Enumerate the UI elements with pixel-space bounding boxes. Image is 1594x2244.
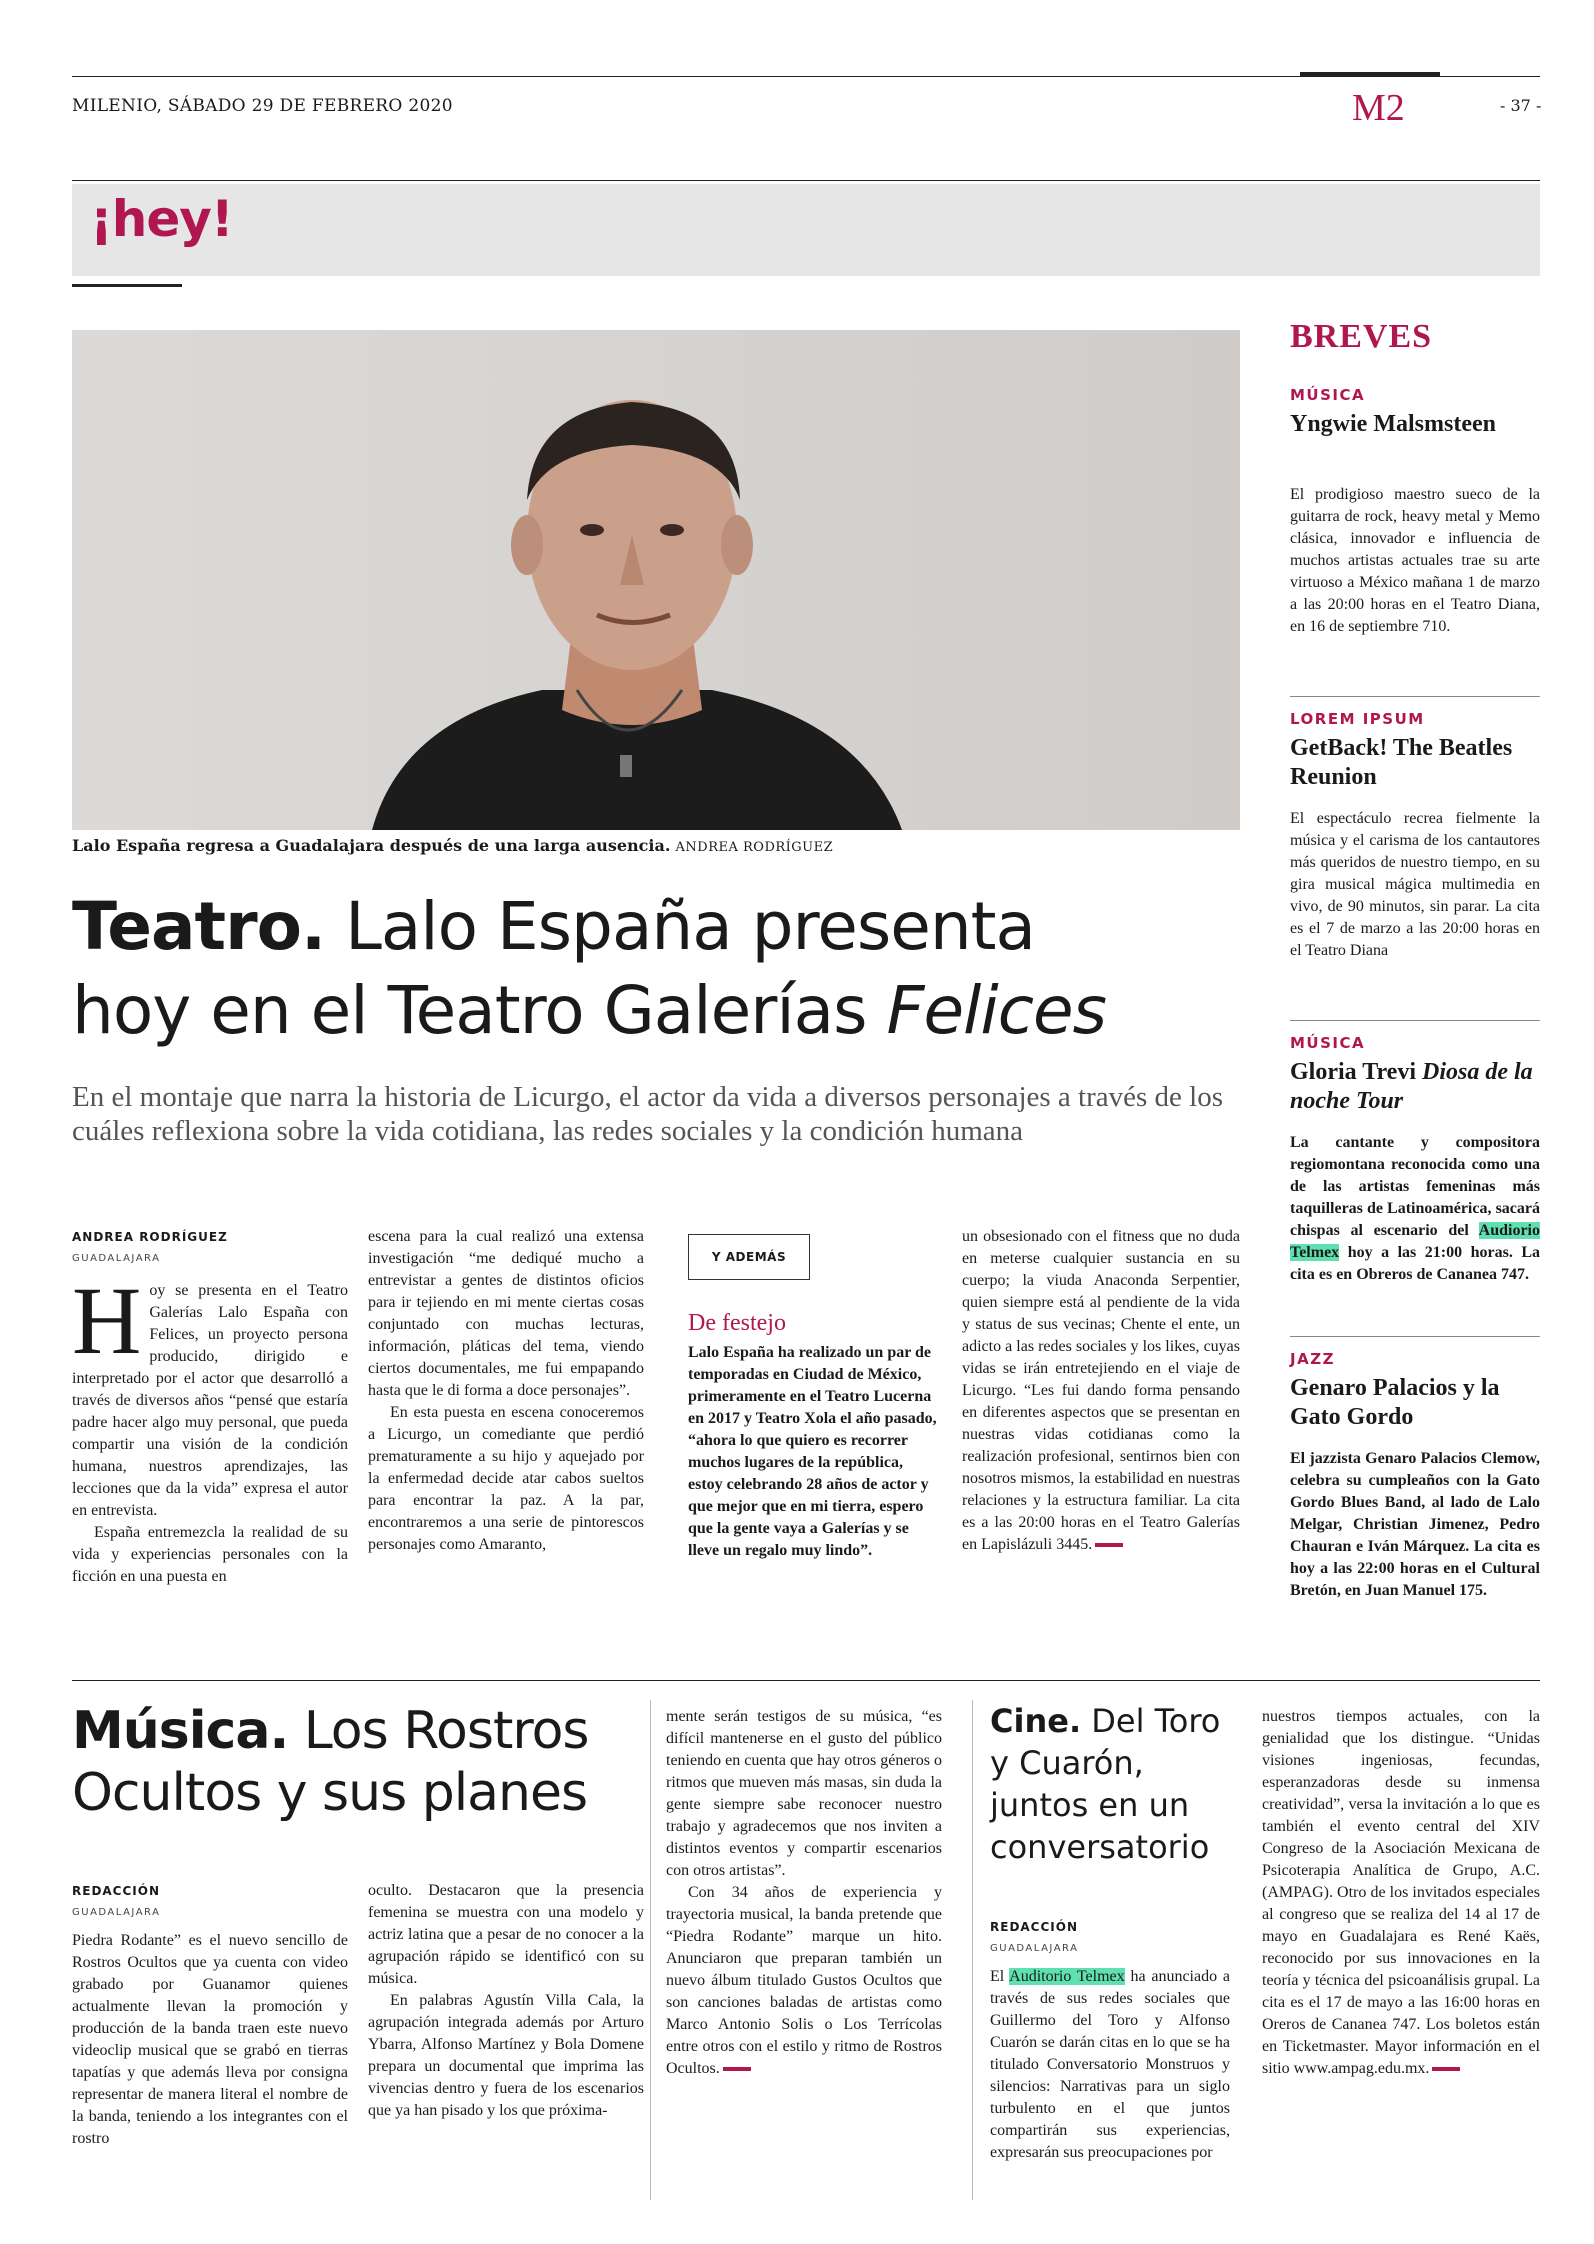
- breve-3-body: [1290, 1132, 1540, 1286]
- breve-2-title: GetBack! The Beatles Reunion: [1290, 735, 1513, 790]
- breve-3-body-b: hoy a las 21:00 horas. La cita es en Obreros de Cananea 747.: [1290, 1244, 1541, 1283]
- breves-title: BREVES: [1290, 318, 1433, 355]
- breve-2-category: LOREM IPSUM: [1290, 710, 1425, 728]
- cine-col-1: [990, 1916, 1230, 2164]
- main-byline: ANDREA RODRÍGUEZ: [72, 1230, 228, 1244]
- cine-byline: REDACCIÓN: [990, 1920, 1079, 1934]
- main-location: GUADALAJARA: [72, 1253, 161, 1264]
- photo-caption-text: Lalo España regresa a Guadalajara después de una larga ausencia.: [72, 836, 671, 855]
- musica-col-1-text: Piedra Rodante” es el nuevo sencillo de Rostros Ocultos que ya cuenta con video grabado por Guanamor quienes actualmente llevan la promoción y producción de la banda traen este nuevo videoclip musical que se grabó en tierras tapatías y que además lleva por consigna representar de manera literal el nombre de la banda, teniendo a los integrantes con el rostro: [72, 1932, 348, 2147]
- musica-headline: [72, 1700, 632, 1824]
- headline-line-1: Lalo España presenta: [345, 888, 1035, 965]
- breve-rule-1: [1290, 696, 1540, 697]
- breve-1-body: El prodigioso maestro sueco de la guitarra de rock, heavy metal y Memo clásica, innovador e influencia de muchos artistas actuales trae su arte virtuoso a México mañana 1 de marzo a las 20:00 horas en el Teatro Diana, en 16 de septiembre 710.: [1290, 486, 1540, 635]
- header-rule: [72, 180, 1540, 181]
- main-col-4-p1: un obsesionado con el fitness que no duda en meterse cualquier sustancia en su cuerpo; la viuda Anaconda Serpentier, quien siempre está al pendiente de la vida y status de sus vecinas; Chente el ente, un adicto a las redes sociales y los likes, cuyas vidas se irán entretejiendo en el viaje de Licurgo. “Les fui dando forma pensando en diferentes aspectos que se presentan en nuestras vidas cotidianas como la realización profesional, sentirnos bien con nosotros mismos, la estabilidad en nuestras relaciones y la estructura familiar. La cita es a las 20:00 horas en el Teatro Galerías en Lapislázuli 3445.: [962, 1228, 1240, 1553]
- musica-col-2: [368, 1880, 644, 2122]
- cine-col-2: [1262, 1706, 1540, 2080]
- breve-3-title-text: Gloria Trevi: [1290, 1059, 1416, 1085]
- breve-1-title: Yngwie Malsmsteen: [1290, 411, 1496, 437]
- section-band: [72, 184, 1540, 276]
- musica-col-2-p1: oculto. Destacaron que la presencia femenina se muestra con una modelo y actriz latina que a pesar de no conocer a la agrupación rápido se identificó con su música.: [368, 1882, 644, 1987]
- breve-3-body-a: La cantante y compositora regiomontana reconocida como una de las artistas femeninas más taquilleras de Latinoamérica, sacará chispas al escenario del: [1290, 1134, 1540, 1239]
- main-col-1-p1: oy se presenta en el Teatro Galerías Lalo España con Felices, un proyecto persona producido, dirigido e interpretado por el actor que desarrolló a través de diversos años “pensé que estaría padre hacer algo muy personal, que pueda compartir una visión de la condición humana, nuestros aprendizajes, las lecciones que da la vida” expresa el autor en entrevista.: [72, 1282, 348, 1519]
- breve-rule-2: [1290, 1020, 1540, 1021]
- headline-italic: Felices: [886, 972, 1107, 1049]
- col-divider-a: [650, 1700, 651, 2200]
- breve-1-category: MÚSICA: [1290, 386, 1366, 404]
- cine-headline: [990, 1700, 1230, 1868]
- top-rule-thick: [1300, 72, 1440, 77]
- main-headline: [72, 885, 1232, 1053]
- main-col-2: [368, 1226, 644, 1556]
- festejo-title: De festejo: [688, 1310, 786, 1336]
- drop-cap: H: [72, 1267, 142, 1374]
- musica-location: GUADALAJARA: [72, 1907, 161, 1918]
- musica-col-3-p1: mente serán testigos de su música, “es difícil mantenerse en el gusto del público teniendo en cuenta que hay otros géneros o ritmos que mueven más masas, sin duda la gente siempre sabe reconocer nuestro trabajo y agradecemos que nos inviten a distintos eventos y compartir escenarios con otros artistas”.: [666, 1708, 942, 1879]
- breve-3-highlight: Audiorio Telmex: [1290, 1222, 1540, 1261]
- newspaper-dateline: MILENIO, SÁBADO 29 DE FEBRERO 2020: [72, 96, 453, 116]
- musica-byline: REDACCIÓN: [72, 1884, 161, 1898]
- festejo-body: Lalo España ha realizado un par de temporadas en Ciudad de México, primeramente en el Teatro Lucerna en 2017 y Teatro Xola el año pasado, “ahora lo que quiero es recorrer muchos lugares de la república, estoy celebrando 28 años de actor y que mejor que en mi tierra, espero que la gente vaya a Galerías y se lleve un regalo muy lindo”.: [688, 1344, 937, 1559]
- cine-col-1-b: ha anunciado a través de sus redes sociales que Guillermo del Toro y Alfonso Cuarón se darán citas en lo que se ha titulado Conversatorio Monstruos y silencios: Narrativas para un siglo turbulento en el que juntos compartirán sus experiencias, expresarán sus preocupaciones por: [990, 1968, 1230, 2161]
- cine-col-1-a: El: [990, 1968, 1005, 1985]
- photo-credit: ANDREA RODRÍGUEZ: [675, 840, 834, 855]
- section-label: M2: [1352, 87, 1405, 129]
- breve-4-title: Genaro Palacios y la Gato Gordo: [1290, 1375, 1500, 1430]
- headline-kicker: Teatro.: [72, 888, 326, 965]
- cine-kicker: Cine.: [990, 1702, 1082, 1740]
- musica-col-1: [72, 1880, 348, 2150]
- main-col-2-p1: escena para la cual realizó una extensa investigación “me dediqué mucho a entrevistar a gentes de distintos oficios para ir tejiendo en mi mente ciertas cosas conjuntado con muchas lecturas, información, pláticas del tema, viendo ciertos documentales, me fui empapando hasta que le di forma a doce personajes”.: [368, 1228, 644, 1399]
- breve-2-body: El espectáculo recrea fielmente la música y el carisma de los cantautores más queridos de nuestro tiempo, en su gira musical mágica multimedia en vivo, de 90 minutos, sin parar. La cita es el 7 de marzo a las 20:00 horas en el Teatro Diana: [1290, 810, 1540, 959]
- end-mark: [1095, 1543, 1123, 1547]
- section-band-title: ¡hey!: [90, 190, 233, 248]
- main-col-1: [72, 1226, 348, 1588]
- cine-headline-text: Del Toro y Cuarón, juntos en un conversatorio: [990, 1702, 1221, 1866]
- main-col-4: [962, 1226, 1240, 1556]
- breve-3-title-italic: Diosa de la noche Tour: [1290, 1059, 1533, 1114]
- musica-end-mark: [723, 2067, 751, 2071]
- headline-line-2: hoy en el Teatro Galerías: [72, 972, 867, 1049]
- portrait-illustration: [72, 330, 1240, 830]
- musica-headline-text: Los Rostros Ocultos y sus planes: [72, 1701, 589, 1823]
- photo-caption: [72, 836, 833, 855]
- breve-4-body: El jazzista Genaro Palacios Clemow, celebra su cumpleaños con la Gato Gordo Blues Band, al lado de Lalo Melgar, Christian Jimenez, Pedro Chauran e Iván Márquez. La cita es hoy a las 22:00 horas en el Cultural Bretón, en Juan Manuel 175.: [1290, 1450, 1540, 1599]
- col-divider-b: [972, 1700, 973, 2200]
- musica-col-3: [666, 1706, 942, 2080]
- breve-3-category: MÚSICA: [1290, 1034, 1366, 1052]
- musica-kicker: Música.: [72, 1701, 289, 1761]
- band-underline: [72, 284, 182, 287]
- bottom-divider: [72, 1680, 1540, 1681]
- breve-rule-3: [1290, 1336, 1540, 1337]
- cine-highlight: Auditorio Telmex: [1009, 1968, 1125, 1985]
- main-photo: [72, 330, 1240, 830]
- breve-3-title: [1290, 1058, 1550, 1116]
- breve-4-category: JAZZ: [1290, 1350, 1335, 1368]
- cine-end-mark: [1432, 2067, 1460, 2071]
- main-deck: En el montaje que narra la historia de Licurgo, el actor da vida a diversos personajes a través de los cuáles reflexiona sobre la vida cotidiana, las redes sociales y la condición humana: [72, 1081, 1223, 1147]
- main-col-2-p2: En esta puesta en escena conoceremos a Licurgo, un comediante que perdió prematuramente a su hijo y aquejado por la enfermedad decide atar cabos sueltos para encontrar la paz. A la par, encontraremos a una serie de pintorescos personajes como Amaranto,: [368, 1404, 644, 1553]
- main-col-1-p2: España entremezcla la realidad de su vida y experiencias personales con la ficción en una puesta en: [72, 1524, 348, 1585]
- cine-location: GUADALAJARA: [990, 1943, 1079, 1954]
- musica-col-2-p2: En palabras Agustín Villa Cala, la agrupación integrada además por Arturo Ybarra, Alfonso Martínez y Bola Domene prepara un documental que imprima las vivencias dentro y fuera de los escenarios que ya han pisado y los que próxima-: [368, 1992, 644, 2119]
- cine-col-2-text: nuestros tiempos actuales, con la genialidad que los distingue. “Unidas visiones ingeniosas, fecundas, esperanzadoras desde su inmensa creatividad”, versa la invitación a lo que es también el evento central del XIV Congreso de la Asociación Mexicana de Psicoterapia Analítica de Grupo, A.C. (AMPAG). Otro de los invitados especiales al congreso que se realiza del 14 al 17 de mayo en Guadalajara es René Kaës, reconocido por sus innovaciones en la teoría y técnica del psicoanálisis grupal. La cita es el 17 de mayo a las 16:00 horas en Oreros de Cananea 747. Los boletos están en Ticketmaster. Mayor información en el sitio www.ampag.edu.mx.: [1262, 1708, 1540, 2077]
- y-ademas-label: Y ADEMÁS: [688, 1234, 810, 1280]
- musica-col-3-p2: Con 34 años de experiencia y trayectoria musical, la banda pretende que “Piedra Rodante” marque un hito. Anunciaron que preparan también un nuevo álbum titulado Gustos Ocultos que son canciones baladas de artistas como Marco Antonio Solis o Los Terrícolas entre otros con el estilo y ritmo de Rostros Ocultos.: [666, 1884, 942, 2077]
- page-number: - 37 -: [1500, 96, 1542, 115]
